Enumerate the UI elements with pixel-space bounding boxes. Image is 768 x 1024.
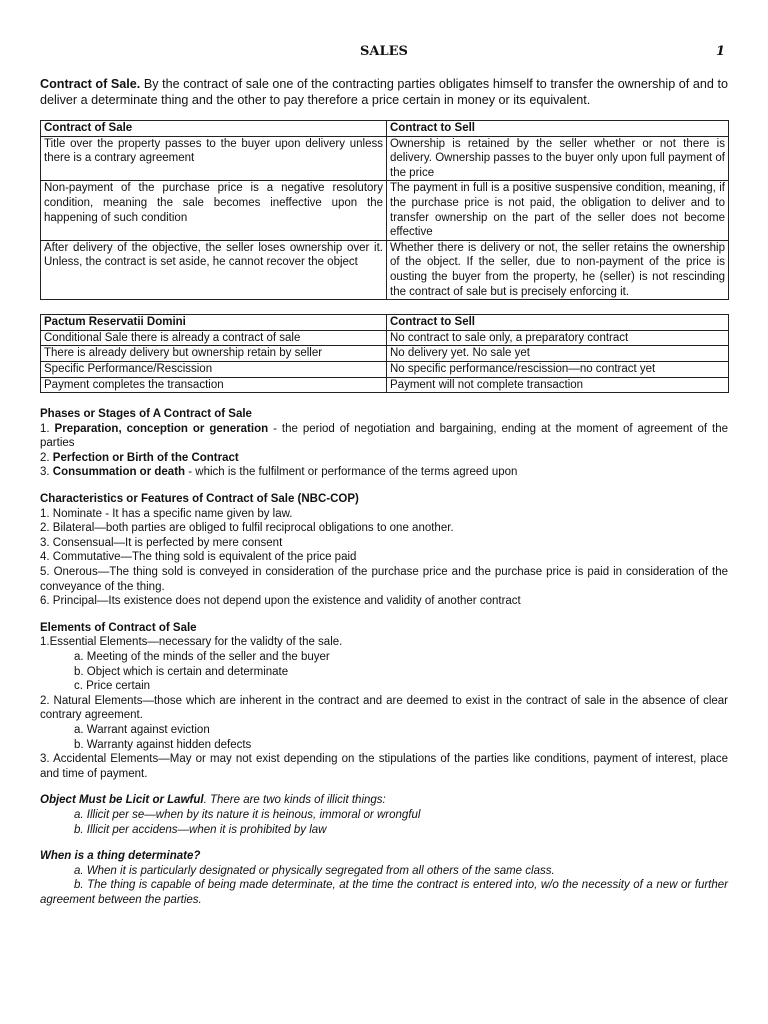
item-term: Perfection or Birth of the Contract	[52, 451, 239, 464]
sub-list-item: a. Illicit per se—when by its nature it is heinous, immoral or wrongful	[74, 808, 421, 821]
sub-list-item: b. Object which is certain and determinate	[74, 665, 289, 678]
table-cell: No contract to sale only, a preparatory contract	[387, 330, 729, 346]
table-header-row	[41, 315, 729, 331]
sub-list-item: c. Price certain	[74, 680, 151, 693]
list-item	[40, 465, 728, 480]
section-heading: Phases or Stages of A Contract of Sale	[40, 408, 252, 421]
table-header-cell: Pactum Reservatii Domini	[41, 315, 387, 331]
section-heading: Elements of Contract of Sale	[40, 621, 197, 634]
object-section	[40, 793, 728, 837]
comparison-table-pactum-vs-sell	[40, 314, 729, 393]
section-heading: Characteristics or Features of Contract of Sale (NBC-COP)	[40, 493, 359, 506]
list-item	[40, 422, 728, 451]
intro-text: By the contract of sale one of the contracting parties obligates himself to transfer the ownership of and to deliver a determinate thing and the other to pay therefore a price certain in money or its equivalent.	[40, 77, 728, 107]
table-row	[41, 346, 729, 362]
item-text: - the period of negotiation and bargaining, ending at the moment of agreement of the parties	[40, 422, 728, 450]
table-header-cell: Contract to Sell	[387, 121, 729, 137]
section-heading: Object Must be Licit or Lawful	[40, 794, 204, 807]
table-cell: Specific Performance/Rescission	[41, 361, 387, 377]
table-row	[41, 136, 729, 181]
item-term: Consummation or death	[52, 466, 186, 479]
list-item: 4. Commutative—The thing sold is equivalent of the price paid	[40, 551, 357, 564]
page-header	[0, 44, 768, 64]
table-cell: The payment in full is a positive suspensive condition, meaning, if the purchase price is not paid, the obligation to deliver and to transfer ownership on the part of the seller does not become effective	[387, 181, 729, 240]
sub-list-item: a. Meeting of the minds of the seller and the buyer	[74, 651, 330, 663]
table-cell: Conditional Sale there is already a contract of sale	[41, 330, 387, 346]
list-item: 1.Essential Elements—necessary for the validty of the sale.	[40, 636, 343, 649]
sub-list-item: a. Warrant against eviction	[74, 723, 210, 736]
table-cell: After delivery of the objective, the seller loses ownership over it. Unless, the contract is set aside, he cannot recover the object	[41, 240, 387, 299]
table-cell: Payment completes the transaction	[41, 377, 387, 393]
table-cell: Title over the property passes to the buyer upon delivery unless there is a contrary agreement	[41, 136, 387, 181]
table-header-cell: Contract of Sale	[41, 121, 387, 137]
table-row	[41, 361, 729, 377]
table-header-row	[41, 121, 729, 137]
phases-section	[40, 407, 728, 480]
table-row	[41, 240, 729, 299]
table-cell: No specific performance/rescission—no contract yet	[387, 361, 729, 377]
list-item: 2. Natural Elements—those which are inherent in the contract and are deemed to exist in the contract of sale in the absence of clear contrary agreement.	[40, 694, 728, 722]
object-heading-line	[40, 793, 728, 808]
document-body	[40, 76, 728, 920]
list-item: 5. Onerous—The thing sold is conveyed in consideration of the purchase price and the purchase price is paid in consideration of the conveyance of the thing.	[40, 566, 728, 593]
page-title: SALES	[360, 44, 408, 59]
item-text: - which is the fulfilment or performance of the terms agreed upon	[185, 466, 518, 479]
sub-list-item: b. Illicit per accidens—when it is prohibited by law	[74, 823, 327, 836]
list-item	[40, 451, 728, 466]
intro-paragraph	[40, 76, 728, 108]
item-term: Preparation, conception or generation	[54, 422, 269, 435]
list-item: 2. Bilateral—both parties are obliged to fulfil reciprocal obligations to one another.	[40, 522, 454, 535]
table-cell: Whether there is delivery or not, the seller retains the ownership of the object. If the seller, due to non-payment of the price is ousting the buyer from the property, he (seller) is not rescinding the contract of sale but is precisely enforcing it.	[387, 240, 729, 299]
list-item: 3. Consensual—It is perfected by mere consent	[40, 536, 283, 549]
item-number: 3.	[40, 466, 53, 479]
intro-term: Contract of Sale.	[40, 77, 141, 91]
table-row	[41, 377, 729, 393]
table-cell: There is already delivery but ownership retain by seller	[41, 346, 387, 362]
elements-section	[40, 621, 728, 782]
sub-list-item: b. The thing is capable of being made determinate, at the time the contract is entered into, w/o the necessity of a new or further agreement between the parties.	[40, 879, 728, 906]
list-item: 6. Principal—Its existence does not depend upon the existence and validity of another contract	[40, 595, 521, 608]
item-number: 2.	[40, 451, 53, 464]
table-row	[41, 181, 729, 240]
sub-list-item: a. When it is particularly designated or physically segregated from all others of the same class.	[74, 864, 555, 877]
characteristics-section	[40, 492, 728, 609]
table-row	[41, 330, 729, 346]
table-cell: Non-payment of the purchase price is a negative resolutory condition, meaning the sale becomes ineffective upon the happening of such condition	[41, 181, 387, 240]
comparison-table-sale-vs-sell	[40, 120, 729, 300]
table-cell: No delivery yet. No sale yet	[387, 346, 729, 362]
sub-list-item: b. Warranty against hidden defects	[74, 738, 252, 751]
table-cell: Payment will not complete transaction	[387, 377, 729, 393]
section-heading: When is a thing determinate?	[40, 850, 201, 863]
item-number: 1.	[40, 422, 55, 435]
determinate-section	[40, 849, 728, 907]
table-header-cell: Contract to Sell	[387, 315, 729, 331]
list-item: 3. Accidental Elements—May or may not exist depending on the stipulations of the parties like conditions, payment of interest, place and time of payment.	[40, 753, 728, 780]
list-item: 1. Nominate - It has a specific name given by law.	[40, 507, 293, 520]
object-text: . There are two kinds of illicit things:	[203, 794, 386, 807]
table-cell: Ownership is retained by the seller whether or not there is delivery. Ownership passes to the buyer only upon full payment of the price	[387, 136, 729, 181]
page-number: 1	[715, 44, 725, 59]
